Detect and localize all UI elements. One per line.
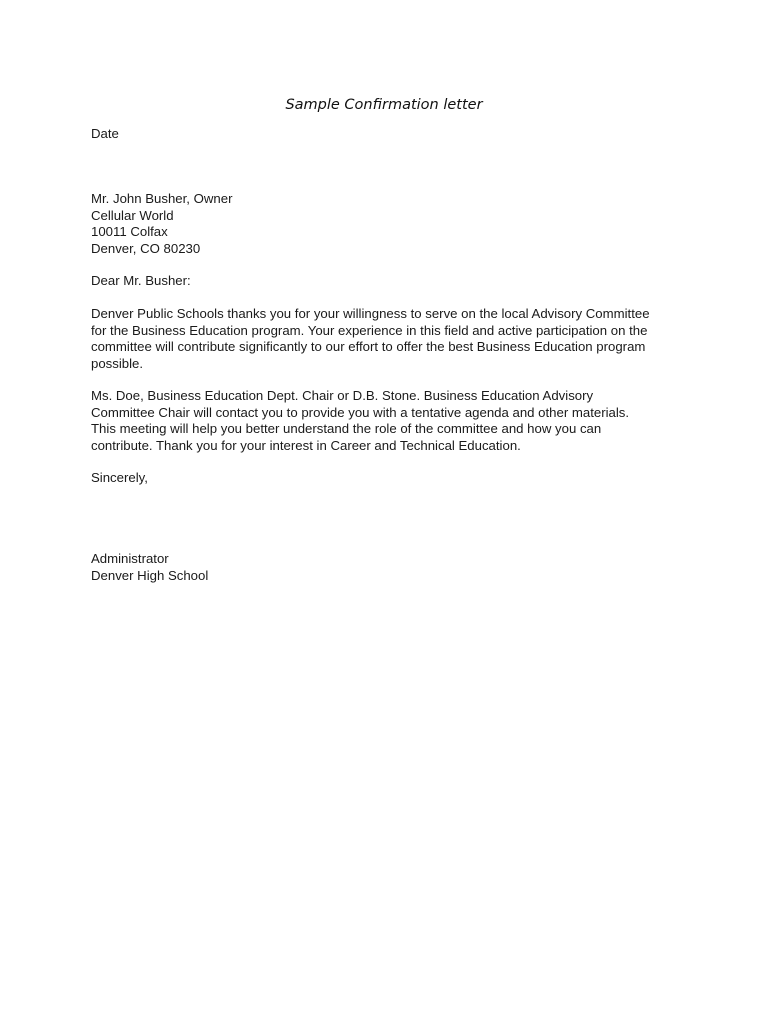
salutation-text: Dear Mr. Busher: — [91, 273, 191, 288]
paragraph-line: committee will contribute significantly to our effort to offer the best Business Education program — [91, 339, 646, 354]
address-line-name: Mr. John Busher, Owner — [91, 191, 233, 206]
paragraph-line: for the Business Education program. Your experience in this field and active participation on the — [91, 322, 648, 338]
address-line-city: Denver, CO 80230 — [91, 240, 201, 256]
body-paragraph-1 — [91, 306, 691, 372]
paragraph-line: Denver Public Schools thanks you for your willingness to serve on the local Advisory Committee — [91, 306, 650, 321]
signature-block — [91, 551, 691, 584]
signature-title: Administrator — [91, 551, 169, 566]
body-paragraph-2 — [91, 388, 691, 454]
letter-title: Sample Confirmation letter — [285, 97, 483, 113]
paragraph-line: possible. — [91, 355, 144, 371]
paragraph-line: This meeting will help you better understand the role of the committee and how you can — [91, 421, 602, 436]
closing-text: Sincerely, — [91, 470, 148, 485]
signature-organization: Denver High School — [91, 567, 209, 583]
paragraph-line: Committee Chair will contact you to provide you with a tentative agenda and other materials. — [91, 404, 630, 420]
closing — [91, 470, 691, 487]
address-line-company: Cellular World — [91, 207, 174, 223]
paragraph-line: Ms. Doe, Business Education Dept. Chair or D.B. Stone. Business Education Advisory — [91, 388, 594, 403]
paragraph-line: contribute. Thank you for your interest in Career and Technical Education. — [91, 437, 521, 453]
date-line — [91, 126, 691, 143]
address-line-street: 10011 Colfax — [91, 224, 168, 239]
salutation — [91, 273, 691, 290]
recipient-address — [91, 191, 691, 257]
date-label: Date — [91, 126, 119, 141]
